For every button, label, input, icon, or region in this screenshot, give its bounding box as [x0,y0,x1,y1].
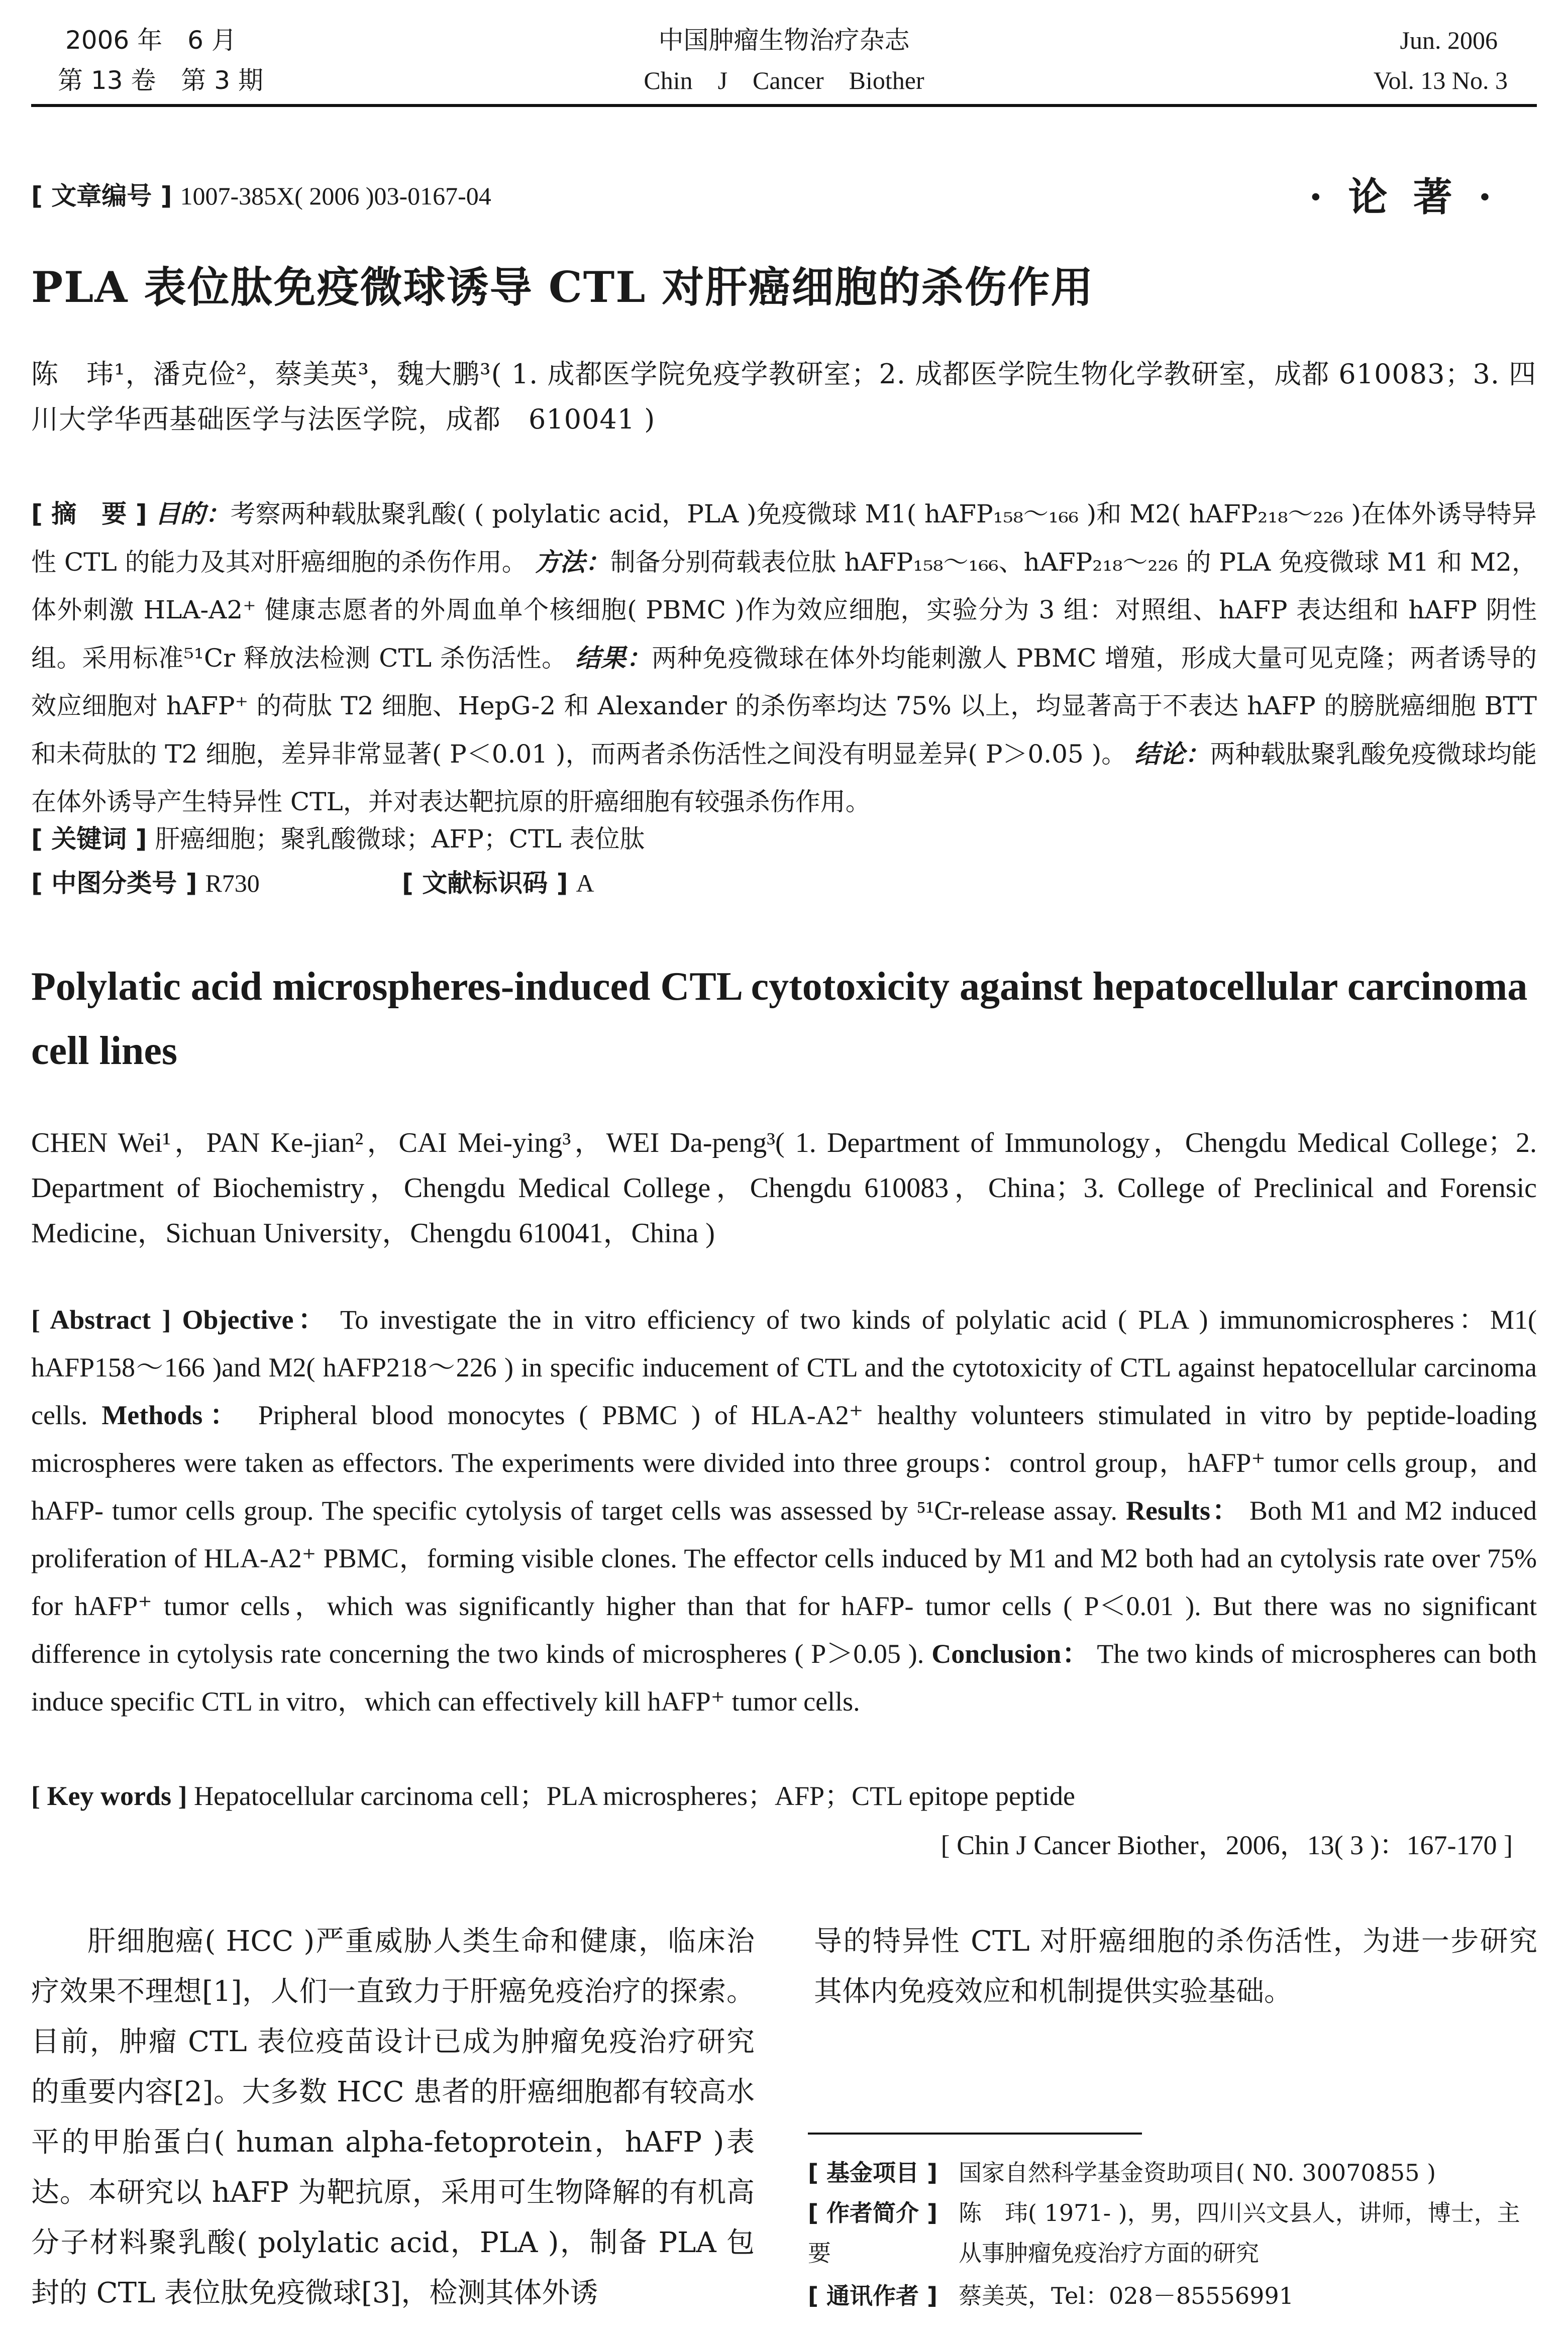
cn-classification-label: [ 中图分类号 ] [31,869,197,898]
footnote-author-cont [808,2233,1537,2273]
en-conclusion: The two kinds of microspheres can both induce specific CTL in vitro，which can effectively kill hAFP⁺ tumor cells. [31,1639,1537,1717]
en-citation: [ Chin J Cancer Biother，2006，13( 3 )：167-170 ] [940,1830,1513,1860]
footnote-rule [808,2133,1142,2135]
header-journal-cn: 中国肿瘤生物治疗杂志 [658,26,910,55]
article-number-value: 1007-385X( 2006 )03-0167-04 [180,182,491,210]
footnote-fund [808,2153,1537,2193]
cn-abstract-label: [ 摘 要 ] [31,499,147,528]
en-abstract [31,1296,1537,1726]
article-number [31,176,491,212]
footnote-contact-label: [ 通讯作者 ] [808,2282,938,2309]
footnote-author-line1: 陈 玮( 1971- )，男，四川兴文县人，讲师，博士，主要 [808,2199,1520,2267]
cn-methods-label: 方法： [535,547,610,577]
cn-conclusion-label: 结论： [1134,739,1210,769]
cn-doc-code-value: A [576,869,594,897]
cn-doc-code [402,863,804,903]
en-conclusion-label: Conclusion： [931,1639,1090,1669]
header-volume-cn: 第 13 卷 第 3 期 [58,66,264,95]
cn-title: PLA 表位肽免疫微球诱导 CTL 对肝癌细胞的杀伤作用 [31,262,1094,312]
en-methods: Pripheral blood monocytes ( PBMC ) of HLA-A2⁺ healthy volunteers stimulated in vitro by peptide-loading microspheres were taken as effectors. The experiments were divided into three groups：control group，hAFP⁺ tumor cells group，and hAFP- tumor cells group. The specific cytolysis of target cells was assessed by ⁵¹Cr-release assay. [31,1400,1537,1526]
cn-conclusion: 两种载肽聚乳酸免疫微球均能在体外诱导产生特异性 CTL，并对表达靶抗原的肝癌细胞有较强杀伤作用。 [31,739,1537,816]
cn-abstract [31,490,1537,826]
en-title: Polylatic acid microspheres-induced CTL cytotoxicity against hepatocellular carcinoma cell lines [31,965,1528,1073]
footnote-contact-value: 蔡美英，Tel：028－85556991 [959,2282,1294,2309]
en-results-label: Results： [1126,1496,1241,1526]
en-objective-label: Objective： [182,1305,330,1335]
cn-classification-value: R730 [205,869,260,897]
header-rule [31,104,1537,107]
en-methods-label: Methods： [101,1400,245,1430]
article-number-label: [ 文章编号 ] [31,181,172,210]
en-keywords-label: [ Key words ] [31,1781,187,1811]
body-right-column: 导的特异性 CTL 对肝癌细胞的杀伤活性，为进一步研究其体内免疫效应和机制提供实验基础。 [814,1925,1537,2008]
cn-keywords [31,819,1537,859]
en-keywords-value: Hepatocellular carcinoma cell；PLA microspheres；AFP；CTL epitope peptide [193,1781,1075,1811]
cn-results-label: 结果： [575,643,652,673]
cn-objective: 考察两种载肽聚乳酸( ( polylatic acid，PLA )免疫微球 M1( hAFP₁₅₈～₁₆₆ )和 M2( hAFP₂₁₈～₂₂₆ )在体外诱导特异性 CTL 的能力及其对肝癌细胞的杀伤作用。 [31,499,1537,577]
header-journal-en: Chin J Cancer Biother [644,66,924,94]
footnote-author-label: [ 作者简介 ] [808,2199,938,2226]
footnote-fund-label: [ 基金项目 ] [808,2159,938,2186]
cn-doc-code-label: [ 文献标识码 ] [402,869,568,898]
cn-authors: 陈 玮¹，潘克俭²，蔡美英³，魏大鹏³( 1. 成都医学院免疫学教研室；2. 成都医学院生物化学教研室，成都 610083；3. 四川大学华西基础医学与法医学院，成都 610041 ) [31,358,1537,435]
cn-results: 两种免疫微球在体外均能刺激人 PBMC 增殖，形成大量可见克隆；两者诱导的效应细胞对 hAFP⁺ 的荷肽 T2 细胞、HepG-2 和 Alexander 的杀伤率均达 75% 以上，均显著高于不表达 hAFP 的膀胱癌细胞 BTT 和未荷肽的 T2 细胞，差异非常显著( P＜0.01 )，而两者杀伤活性之间没有明显差异( P＞0.05 )。 [31,644,1537,769]
en-authors: CHEN Wei¹，PAN Ke-jian²，CAI Mei-ying³，WEI Da-peng³( 1. Department of Immunology，Chengdu Medical College；2. Department of Biochemistry，Chengdu Medical College，Chengdu 610083，China；3. College of Preclinical and Forensic Medicine，Sichuan University，Chengdu 610041，China ) [31,1127,1537,1249]
header-date-en: Jun. 2006 [1400,26,1498,54]
en-keywords [31,1776,1537,1816]
en-abstract-label: [ Abstract ] [31,1305,171,1335]
cn-keywords-label: [ 关键词 ] [31,824,147,854]
cn-objective-label: 目的： [155,499,231,528]
en-results: Both M1 and M2 induced proliferation of HLA-A2⁺ PBMC，forming visible clones. The effector cells induced by M1 and M2 both had an cytolysis rate over 75% for hAFP⁺ tumor cells，which was significantly higher than that for hAFP- tumor cells ( P＜0.01 ). But there was no significant difference in cytolysis rate concerning the two kinds of microspheres ( P＞0.05 ). [31,1496,1537,1669]
cn-methods: 制备分别荷载表位肽 hAFP₁₅₈～₁₆₆、hAFP₂₁₈～₂₂₆ 的 PLA 免疫微球 M1 和 M2，体外刺激 HLA-A2⁺ 健康志愿者的外周血单个核细胞( PBMC )作为效应细胞，实验分为 3 组：对照组、hAFP 表达组和 hAFP 阴性组。采用标准⁵¹Cr 释放法检测 CTL 杀伤活性。 [31,548,1537,673]
article-category: · 论 著 · [1309,174,1498,220]
footnote-author-line2: 从事肿瘤免疫治疗方面的研究 [959,2240,1259,2267]
header-date-cn: 2006 年 6 月 [65,26,237,55]
footnote-contact [808,2276,1537,2316]
header-volume-en: Vol. 13 No. 3 [1373,66,1508,94]
en-objective: To investigate the in vitro efficiency of two kinds of polylatic acid ( PLA ) immunomicrospheres：M1( hAFP158～166 )and M2( hAFP218～226 ) in specific inducement of CTL and the cytotoxicity of CTL against hepatocellular carcinoma cells. [31,1305,1537,1430]
footnote-fund-value: 国家自然科学基金资助项目( N0. 30070855 ) [959,2159,1436,2186]
cn-keywords-value: 肝癌细胞；聚乳酸微球；AFP；CTL 表位肽 [155,824,645,854]
body-left-column: 肝细胞癌( HCC )严重威胁人类生命和健康，临床治疗效果不理想[1]，人们一直致力于肝癌免疫治疗的探索。目前，肿瘤 CTL 表位疫苗设计已成为肿瘤免疫治疗研究的重要内容[2]。大多数 HCC 患者的肝癌细胞都有较高水平的甲胎蛋白( human alpha-fetoprotein，hAFP )表达。本研究以 hAFP 为靶抗原，采用可生物降解的有机高分子材料聚乳酸( polylatic acid，PLA )，制备 PLA 包封的 CTL 表位肽免疫微球[3]，检测其体外诱 [31,1925,755,2309]
